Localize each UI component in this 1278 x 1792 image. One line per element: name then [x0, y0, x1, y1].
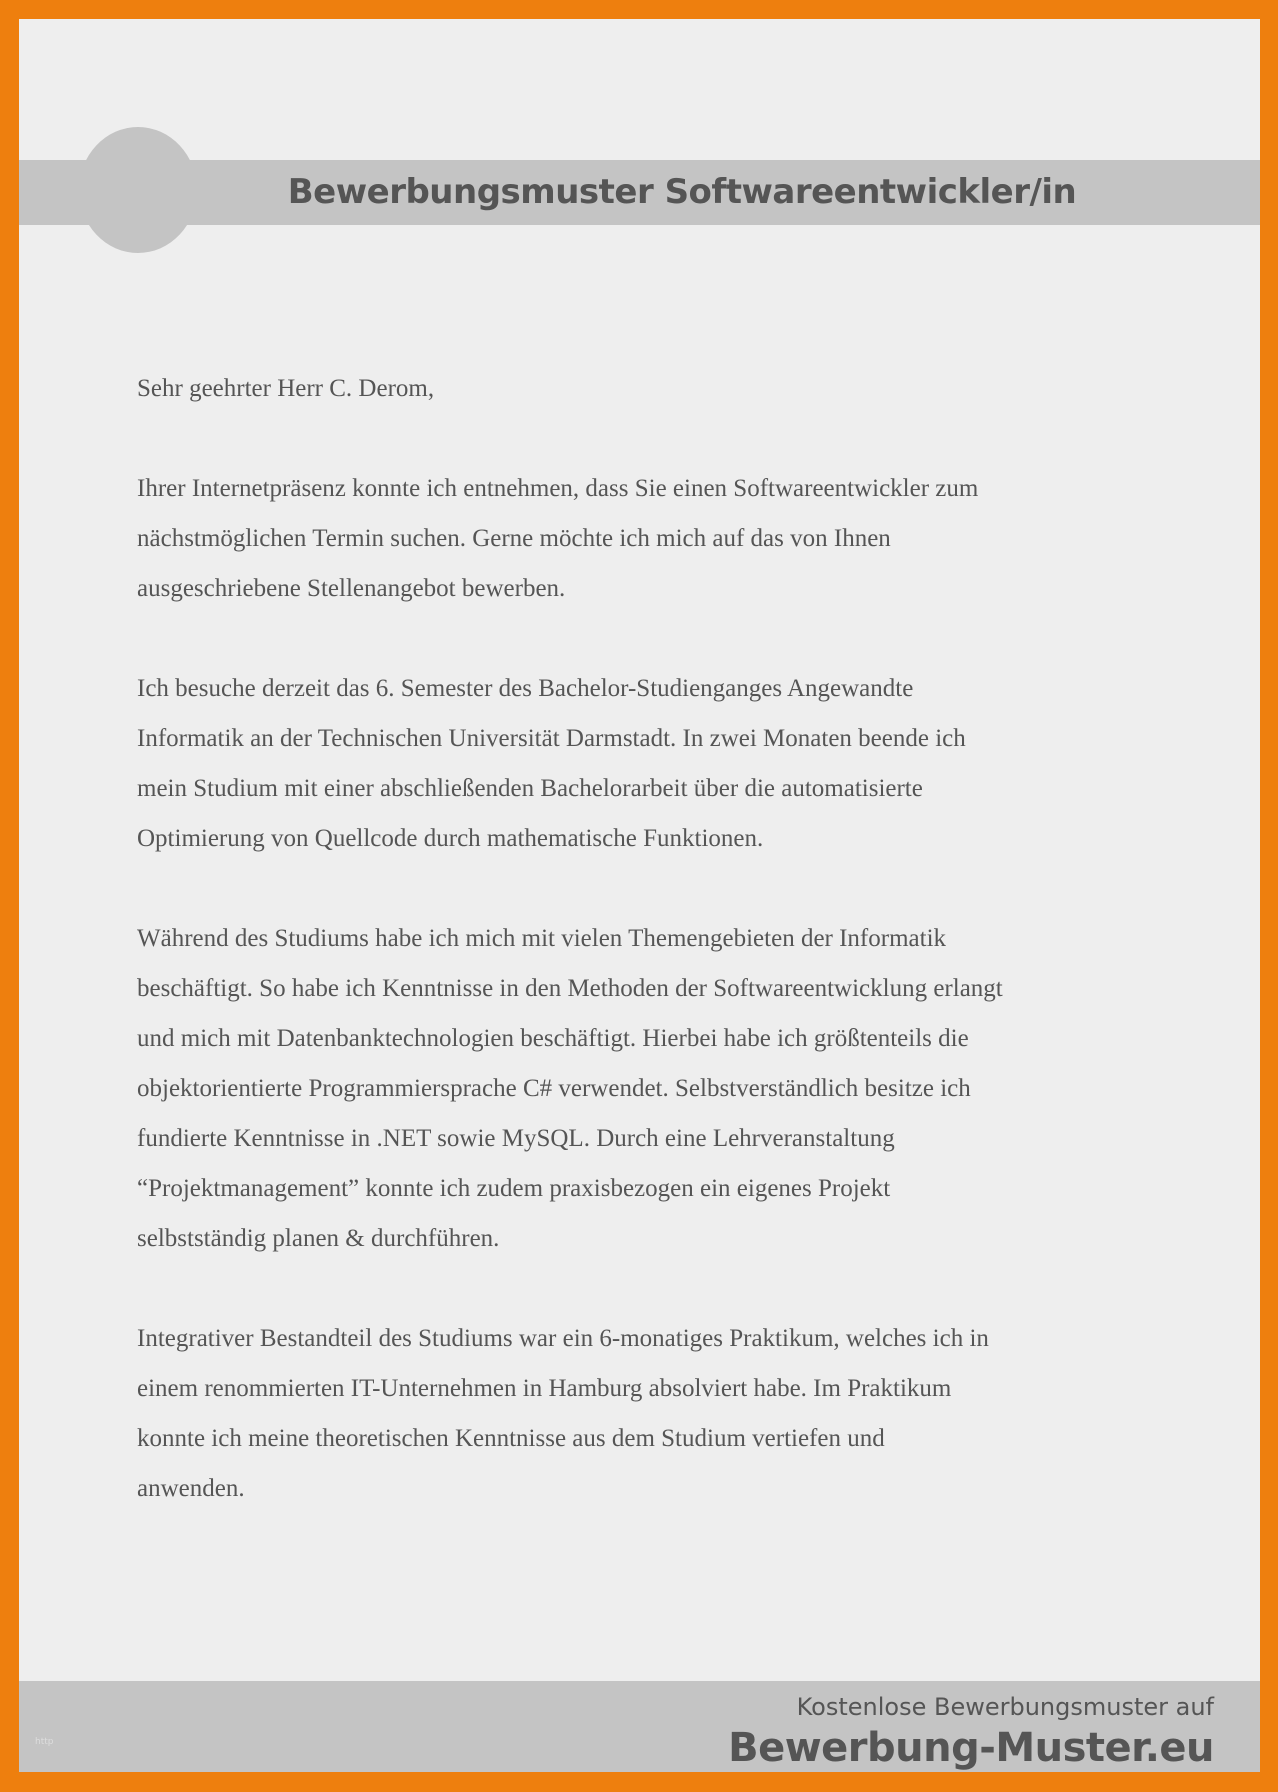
- text-line: selbstständig planen & durchführen.: [137, 1225, 500, 1252]
- text-line: Während des Studiums habe ich mich mit vielen Themengebieten der Informatik: [137, 925, 947, 952]
- letter-body: [137, 364, 1003, 1514]
- text-line: Ihrer Internetpräsenz konnte ich entnehmen, dass Sie einen Softwareentwickler zum: [137, 475, 979, 502]
- footer-band: [19, 1681, 1260, 1772]
- paragraph-3: [137, 914, 1003, 1264]
- text-line: ausgeschriebene Stellenangebot bewerben.: [137, 575, 566, 602]
- text-line: Ich besuche derzeit das 6. Semester des Bachelor-Studienganges Angewandte: [137, 675, 914, 702]
- text-line: Informatik an der Technischen Universität Darmstadt. In zwei Monaten beende ich: [137, 725, 966, 752]
- text-line: Integrativer Bestandteil des Studiums war ein 6-monatiges Praktikum, welches ich in: [137, 1325, 989, 1352]
- text-line: objektorientierte Programmiersprache C# verwendet. Selbstverständlich besitze ich: [137, 1075, 971, 1102]
- text-line: konnte ich meine theoretischen Kenntnisse aus dem Studium vertiefen und: [137, 1425, 885, 1452]
- text-line: “Projektmanagement” konnte ich zudem praxisbezogen ein eigenes Projekt: [137, 1175, 891, 1202]
- text-line: fundierte Kenntnisse in .NET sowie MySQL. Durch eine Lehrveranstaltung: [137, 1125, 895, 1152]
- paragraph-2: [137, 664, 1003, 864]
- page-title: Bewerbungsmuster Softwareentwickler/in: [287, 172, 1077, 212]
- footer-small-text: http: [35, 1737, 54, 1747]
- paragraph-4: [137, 1314, 1003, 1514]
- salutation: Sehr geehrter Herr C. Derom,: [137, 375, 435, 402]
- text-line: beschäftigt. So habe ich Kenntnisse in den Methoden der Softwareentwicklung erlangt: [137, 975, 1003, 1002]
- text-line: Optimierung von Quellcode durch mathematische Funktionen.: [137, 825, 764, 852]
- text-line: anwenden.: [137, 1475, 245, 1502]
- text-line: nächstmöglichen Termin suchen. Gerne möchte ich mich auf das von Ihnen: [137, 525, 891, 552]
- footer-brand: Bewerbung-Muster.eu: [728, 1725, 1214, 1771]
- text-line: und mich mit Datenbanktechnologien beschäftigt. Hierbei habe ich größtenteils die: [137, 1025, 969, 1052]
- footer-tagline: Kostenlose Bewerbungsmuster auf: [796, 1693, 1214, 1721]
- letter-page: [19, 19, 1260, 1772]
- paragraph-1: [137, 464, 1003, 614]
- text-line: einem renommierten IT-Unternehmen in Hamburg absolviert habe. Im Praktikum: [137, 1375, 952, 1402]
- text-line: mein Studium mit einer abschließenden Bachelorarbeit über die automatisierte: [137, 775, 923, 802]
